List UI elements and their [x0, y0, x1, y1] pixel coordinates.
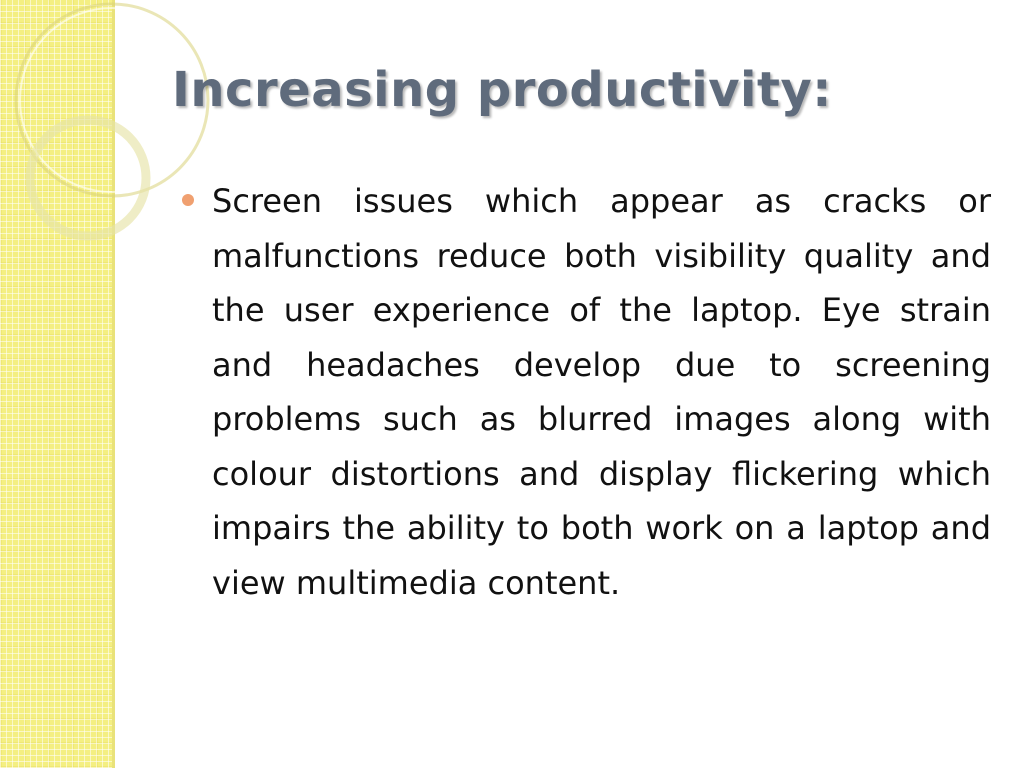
side-band-edge	[112, 0, 115, 768]
decorative-side-band	[0, 0, 112, 768]
bullet-icon	[182, 194, 194, 206]
slide-title: Increasing productivity:	[172, 62, 832, 118]
bullet-item	[176, 174, 991, 610]
bullet-list	[176, 174, 991, 610]
bullet-text: Screen issues which appear as cracks or malfunctions reduce both visibility quality and the user experience of the laptop. Eye strain and headaches develop due to screening problems such as blurred images along with colour distortions and display flickering which impairs the ability to both work on a laptop and view multimedia content.	[212, 182, 991, 602]
